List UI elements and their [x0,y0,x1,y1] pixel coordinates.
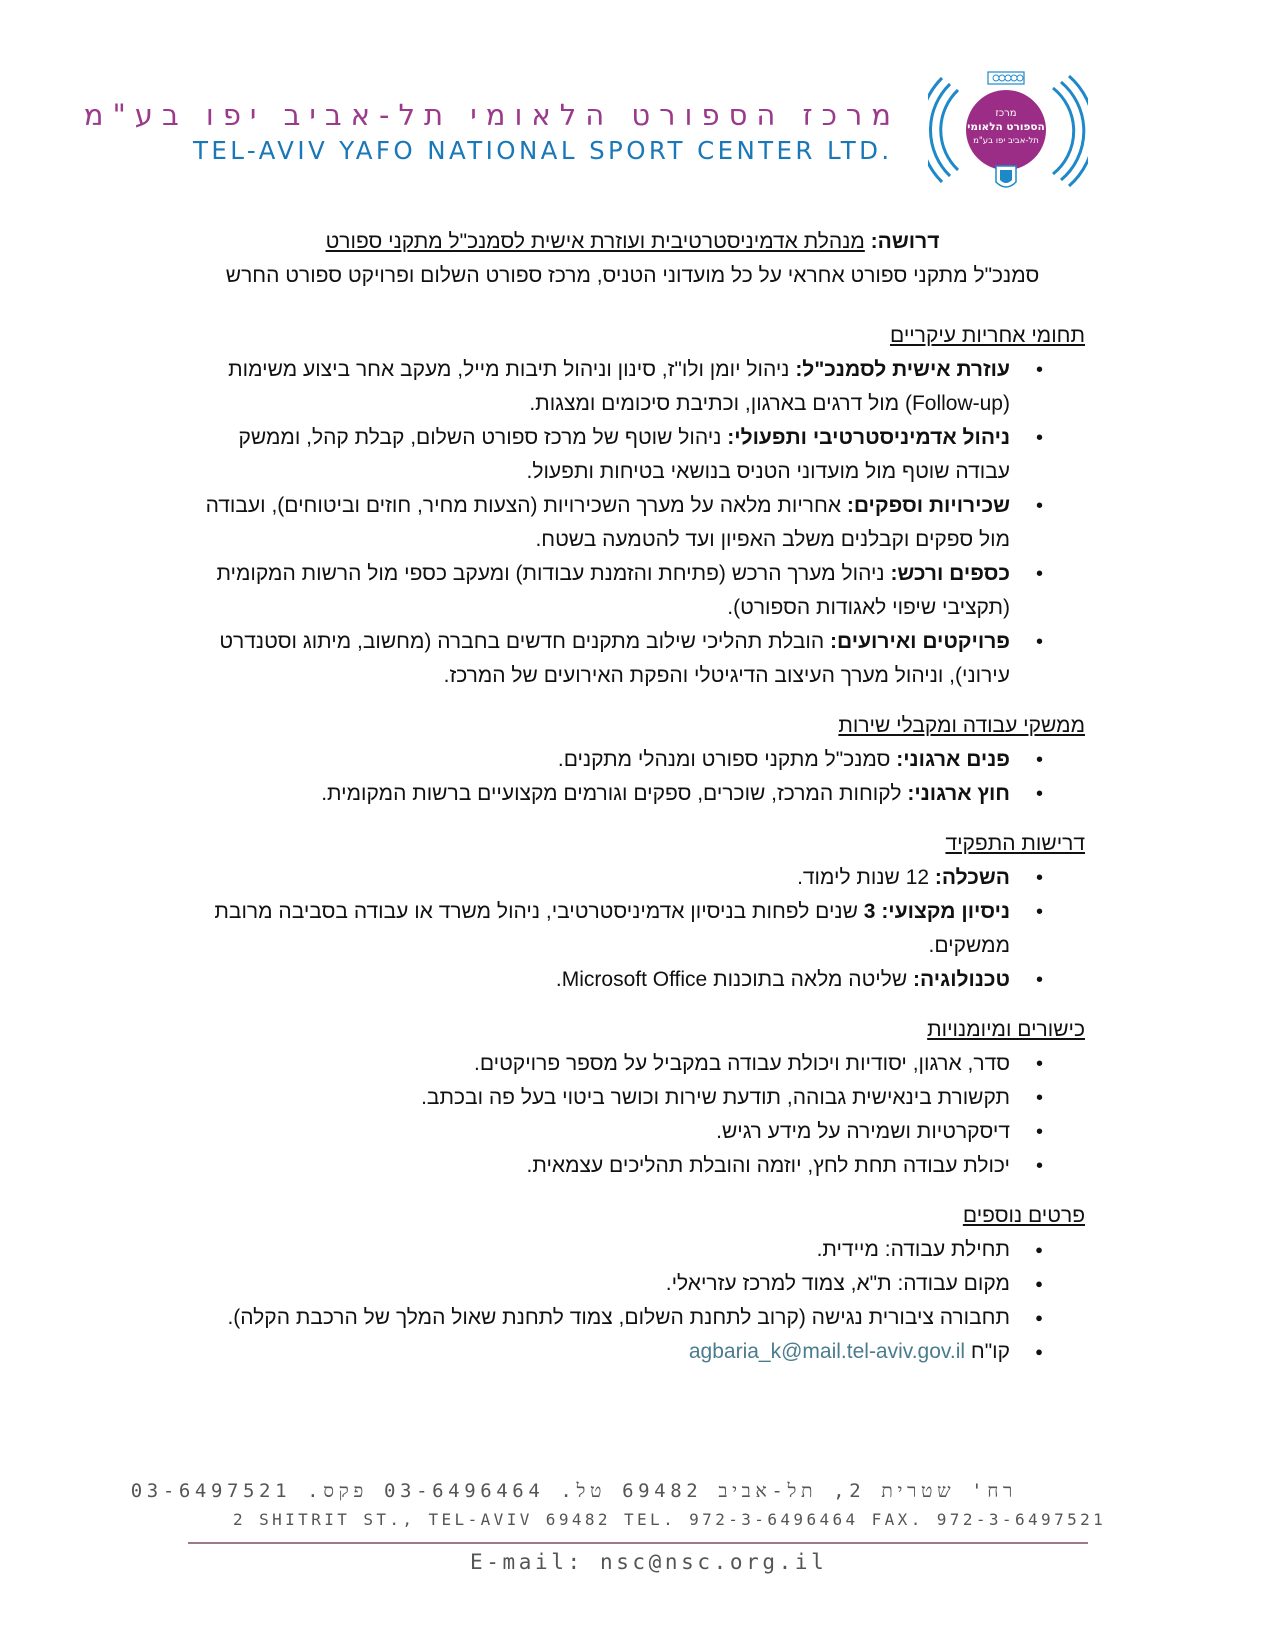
footer-email[interactable]: E-mail: nsc@nsc.org.il [470,1550,828,1574]
list-item [180,895,1085,963]
item-term: שכירויות וספקים: [846,494,1010,517]
list-item [180,861,1085,895]
responsibilities-heading: תחומי אחריות עיקריים [890,324,1085,347]
list-item [180,963,1085,997]
item-text: 12 שנות לימוד. [797,866,935,889]
item-text: סמנכ"ל מתקני ספורט ומנהלי מתקנים. [557,748,897,771]
list-item [180,421,1085,489]
item-years: 3 [863,900,882,923]
company-name-english: TEL-AVIV YAFO NATIONAL SPORT CENTER LTD. [193,136,893,165]
footer-address-english: 2 SHITRIT ST., TEL-AVIV 69482 TEL. 972-3-6496464 FAX. 972-3-6497521 [233,1510,1107,1529]
details-section [180,1199,1085,1369]
list-item: ● תחבורה ציבורית נגישה (קרוב לתחנת השלום, צמוד לתחנת שאול המלך של הרכבת הקלה). [180,1301,1085,1335]
item-term: ניהול אדמיניסטרטיבי ותפעולי: [727,426,1010,449]
logo-line-1: מרכז [995,108,1017,119]
item-term: השכלה: [934,866,1010,889]
item-text: ניהול מערך הרכש (פתיחת והזמנת עבודות) ומעקב כספי מול הרשות המקומית (תקציבי שיפוי לאגודות הספורט). [216,562,1010,619]
cv-contact-item [180,1335,1085,1369]
company-name-hebrew: מרכז הספורט הלאומי תל-אביב יפו בע"מ [83,98,900,132]
list-item: • סדר, ארגון, יסודיות ויכולת עבודה במקביל על מספר פרויקטים. [180,1047,1085,1081]
job-title-text: מנהלת אדמיניסטרטיבית ועוזרת אישית לסמנכ"ל מתקני ספורט [325,230,865,253]
job-posting-body [180,225,1085,1385]
item-text: הובלת תהליכי שילוב מתקנים חדשים בחברה (מחשוב, מיתוג וסטנדרט עירוני), וניהול מערך העיצוב הדיגיטלי והפקת האירועים של המרכז. [219,630,1010,687]
requirements-heading: דרישות התפקיד [945,832,1085,855]
item-term: חוץ ארגוני: [907,782,1010,805]
list-item [180,489,1085,557]
list-item [180,777,1085,811]
skills-heading: כישורים ומיומנויות [927,1018,1085,1041]
item-term: כספים ורכש: [890,562,1010,585]
list-item [180,625,1085,693]
cv-label: קו"ח [970,1340,1010,1363]
requirements-section [180,827,1085,997]
job-subtitle: סמנכ"ל מתקני ספורט אחראי על כל מועדוני הטניס, מרכז ספורט השלום ופרויקט ספורט החרש [225,264,1040,287]
list-item [180,743,1085,777]
job-title [180,225,1085,259]
item-term: טכנולוגיה: [913,968,1010,991]
list-item [180,353,1085,421]
responsibilities-list [180,353,1085,693]
item-text: ניהול יומן ולו"ז, סינון וניהול תיבות מייל, מעקב אחר ביצוע משימות (Follow-up) מול דרגים בארגון, וכתיבת סיכומים ומצגות. [228,358,1010,415]
item-text: שליטה מלאה בתוכנות Microsoft Office. [555,968,914,991]
logo-line-2: הספורט הלאומי [967,121,1045,133]
list-item: ● מקום עבודה: ת"א, צמוד למרכז עזריאלי. [180,1267,1085,1301]
list-item: ● תחילת עבודה: מיידית. [180,1233,1085,1267]
details-heading: פרטים נוספים [962,1204,1085,1227]
skills-list [180,1047,1085,1183]
item-term: פרויקטים ואירועים: [830,630,1010,653]
item-text: אחריות מלאה על מערך השכירויות (הצעות מחיר, חוזים וביטוחים), ועבודה מול ספקים וקבלנים משלב האפיון ועד להטמעה בשטח. [205,494,1010,551]
interfaces-section [180,709,1085,811]
item-text: ניהול שוטף של מרכז ספורט השלום, קבלת קהל, וממשק עבודה שוטף מול מועדוני הטניס בנושאי בטיחות ותפעול. [238,426,1010,483]
interfaces-heading: ממשקי עבודה ומקבלי שירות [838,714,1085,737]
interfaces-list [180,743,1085,811]
letterhead [0,0,1275,220]
responsibilities-section [180,319,1085,693]
job-title-label: דרושה: [870,230,940,253]
list-item: • יכולת עבודה תחת לחץ, יוזמה והובלת תהליכים עצמאית. [180,1149,1085,1183]
sport-center-logo [928,70,1088,200]
footer-address-hebrew: רח' שטרית 2, תל-אביב 69482 טל. 03-6496464 פקס. 03-6497521 [130,1480,1017,1502]
skills-section [180,1013,1085,1183]
item-text: שנים לפחות בניסיון אדמיניסטרטיבי, ניהול משרד או עבודה בסביבה מרובת ממשקים. [214,900,1010,957]
item-term: ניסיון מקצועי: [881,900,1010,923]
item-text: לקוחות המרכז, שוכרים, ספקים וגורמים מקצועיים ברשות המקומית. [321,782,908,805]
requirements-list [180,861,1085,997]
cv-email-link[interactable]: agbaria_k@mail.tel-aviv.gov.il [688,1340,966,1363]
list-item: • דיסקרטיות ושמירה על מידע רגיש. [180,1115,1085,1149]
list-item: • תקשורת בינאישית גבוהה, תודעת שירות וכושר ביטוי בעל פה ובכתב. [180,1081,1085,1115]
item-term: עוזרת אישית לסמנכ"ל: [795,358,1010,381]
list-item [180,557,1085,625]
footer-divider [188,1542,1088,1544]
details-list [180,1233,1085,1369]
item-term: פנים ארגוני: [896,748,1010,771]
logo-line-3: תל-אביב יפו בע"מ [973,136,1039,146]
